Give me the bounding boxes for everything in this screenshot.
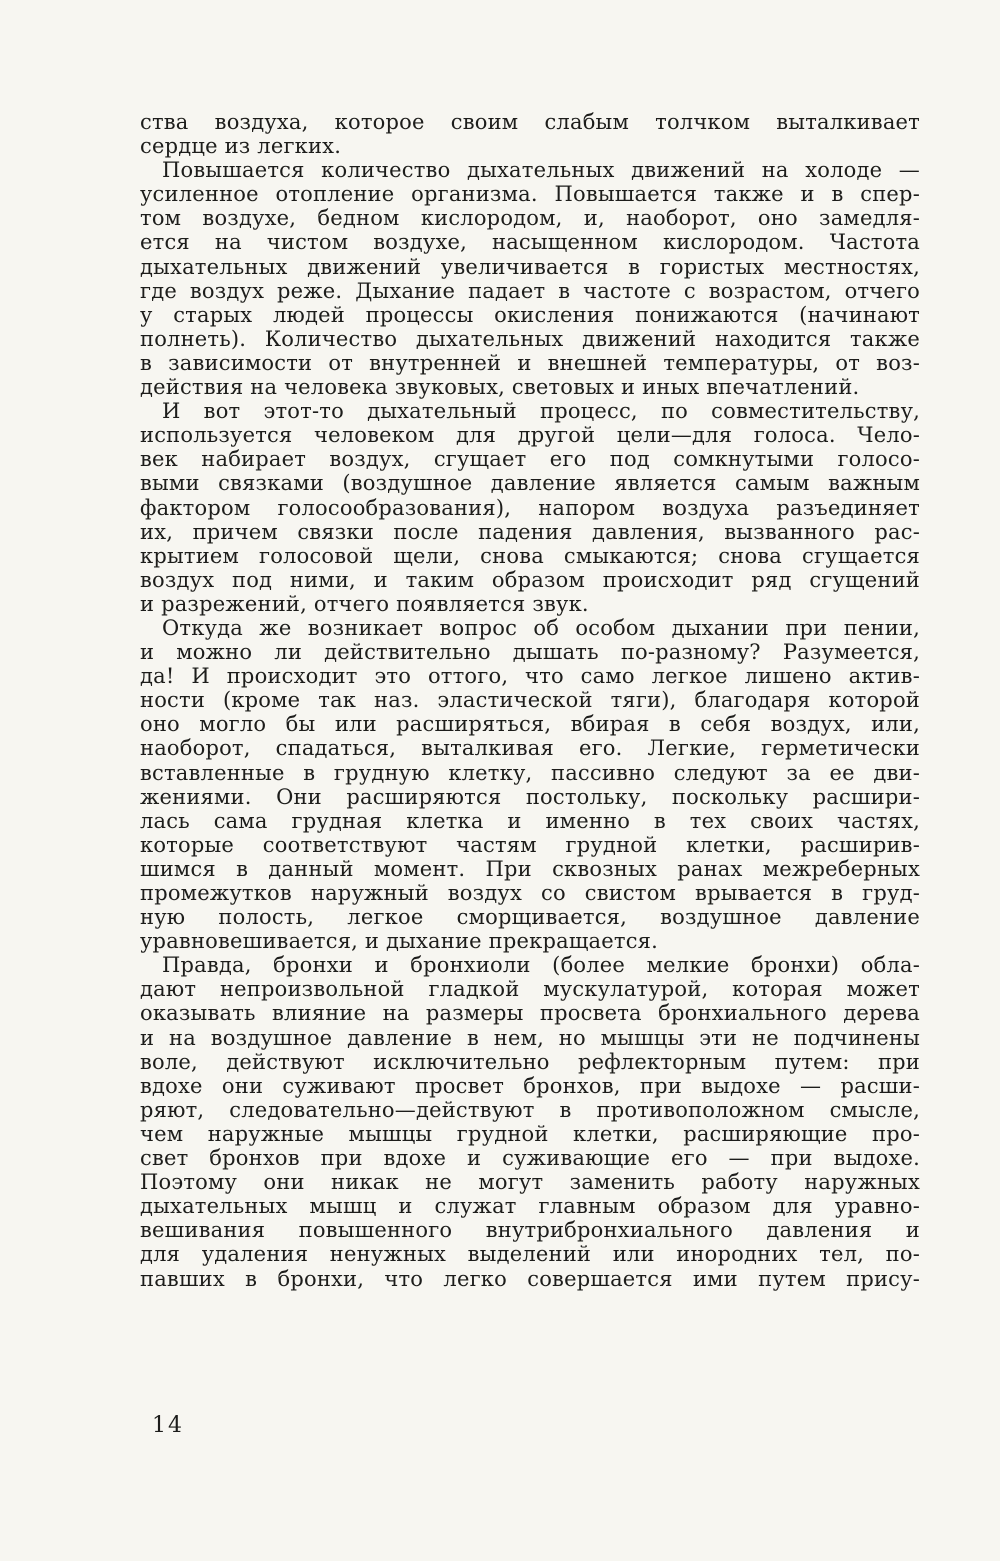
text-line: и разрежений, отчего появляется звук.: [140, 591, 589, 616]
text-line: ную полость, легкое сморщивается, воздушное давление: [140, 905, 920, 930]
text-line: ства воздуха, которое своим слабым толчком выталкивает: [140, 110, 920, 134]
text-line: дыхательных движений увеличивается в гористых местностях,: [140, 254, 920, 279]
text-line: Откуда же возникает вопрос об особом дыхании при пении,: [162, 615, 920, 640]
text-line: где воздух реже. Дыхание падает в частоте с возрастом, отчего: [140, 278, 920, 303]
text-line: для удаления ненужных выделений или инородних тел, по-: [140, 1242, 920, 1267]
text-line: свет бронхов при вдохе и суживающие его — при выдохе.: [140, 1146, 920, 1171]
text-line: оказывать влияние на размеры просвета бронхиального дерева: [140, 1001, 920, 1026]
text-line: жениями. Они расширяются постольку, поскольку расшири-: [140, 784, 920, 809]
text-line: шимся в данный момент. При сквозных ранах межреберных: [140, 856, 920, 881]
text-line: которые соответствуют частям грудной клетки, расширив-: [140, 832, 920, 857]
text-line: промежутков наружный воздух со свистом врывается в груд-: [140, 881, 920, 905]
text-line: век набирает воздух, сгущает его под сомкнутыми голосо-: [140, 447, 920, 472]
text-line: И вот этот-то дыхательный процесс, по совместительству,: [162, 399, 920, 424]
text-line: дыхательных мышц и служат главным образом для уравно-: [140, 1194, 920, 1219]
text-line: вдохе они суживают просвет бронхов, при выдохе — расши-: [140, 1073, 920, 1098]
text-line: выми связками (воздушное давление является самым важным: [140, 471, 920, 496]
text-line: лась сама грудная клетка и именно в тех своих частях,: [140, 808, 920, 833]
text-line: и на воздушное давление в нем, но мышцы эти не подчинены: [140, 1025, 920, 1050]
text-line: и можно ли действительно дышать по-разному? Разумеется,: [140, 640, 920, 665]
text-line: у старых людей процессы окисления понижаются (начинают: [140, 302, 920, 327]
text-line: сердце из легких.: [140, 134, 342, 159]
text-line: павших в бронхи, что легко совершается ими путем прису-: [140, 1266, 920, 1291]
text-line: чем наружные мышцы грудной клетки, расширяющие про-: [140, 1121, 920, 1146]
page-number: 14: [152, 1413, 184, 1438]
text-line: Повышается количество дыхательных движений на холоде —: [162, 158, 920, 183]
text-line: их, причем связки после падения давления, вызванного рас-: [140, 519, 920, 544]
text-line: Правда, бронхи и бронхиоли (более мелкие бронхи) обла-: [162, 953, 920, 978]
text-line: Поэтому они никак не могут заменить работу наружных: [140, 1170, 920, 1195]
text-line: в зависимости от внутренней и внешней температуры, от воз-: [140, 350, 920, 375]
text-line: уравновешивается, и дыхание прекращается.: [140, 929, 659, 954]
text-line: наоборот, спадаться, выталкивая его. Легкие, герметически: [140, 736, 920, 761]
text-line: оно могло бы или расширяться, вбирая в себя воздух, или,: [140, 712, 920, 737]
text-line: вставленные в грудную клетку, пассивно следуют за ее дви-: [140, 760, 920, 785]
text-line: используется человеком для другой цели—для голоса. Чело-: [140, 423, 920, 448]
text-line: усиленное отопление организма. Повышается также и в спер-: [140, 182, 920, 207]
text-line: ется на чистом воздухе, насыщенном кислородом. Частота: [140, 230, 920, 255]
text-line: дают непроизвольной гладкой мускулатурой, которая может: [140, 977, 920, 1002]
text-line: полнеть). Количество дыхательных движений находится также: [140, 326, 920, 351]
text-line: воздух под ними, и таким образом происходит ряд сгущений: [140, 567, 920, 592]
text-line: фактором голосообразования), напором воздуха разъединяет: [140, 495, 920, 520]
text-line: да! И происходит это оттого, что само легкое лишено актив-: [140, 664, 920, 689]
text-line: крытием голосовой щели, снова смыкаются; снова сгущается: [140, 543, 920, 568]
body-text: [140, 110, 920, 1291]
text-line: вешивания повышенного внутрибронхиального давления и: [140, 1218, 920, 1243]
text-line: том воздухе, бедном кислородом, и, наоборот, оно замедля-: [140, 206, 920, 231]
text-line: ряют, следовательно—действуют в противоположном смысле,: [140, 1097, 920, 1122]
text-line: действия на человека звуковых, световых и иных впечатлений.: [140, 375, 860, 400]
text-line: воле, действуют исключительно рефлекторным путем: при: [140, 1049, 920, 1074]
text-line: ности (кроме так наз. эластической тяги), благодаря которой: [140, 688, 920, 713]
